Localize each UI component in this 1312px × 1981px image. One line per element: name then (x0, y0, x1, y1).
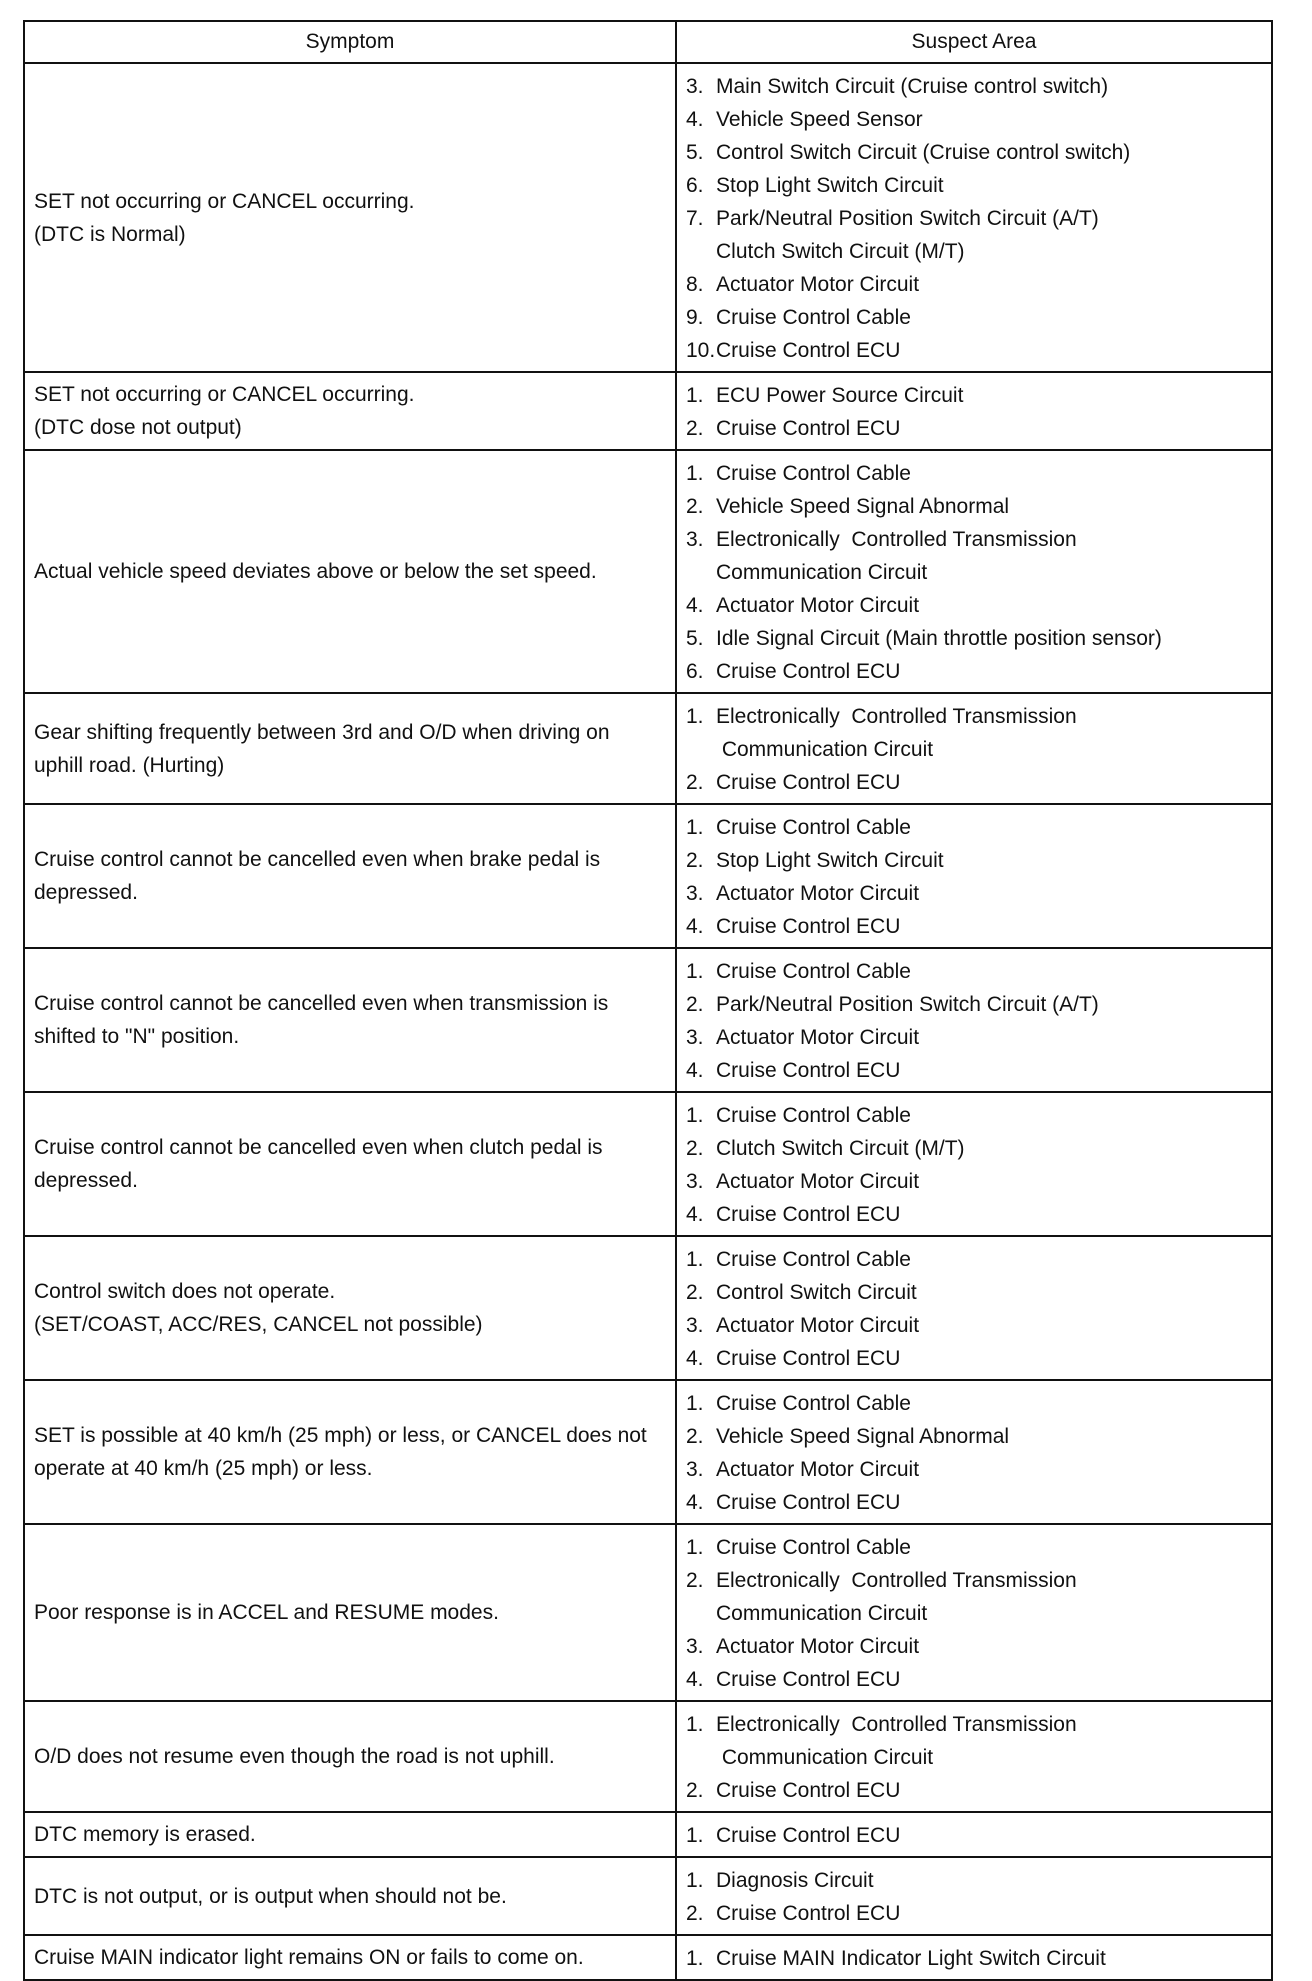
item-number: 3. (686, 1635, 704, 1658)
table-row (24, 1380, 1272, 1524)
list-item (686, 1531, 1262, 1564)
item-number: 1. (686, 1536, 704, 1559)
item-number: 1. (686, 705, 704, 728)
item-text: Cruise Control Cable (716, 1248, 911, 1271)
list-item (686, 1276, 1262, 1309)
list-item (686, 1564, 1262, 1630)
item-number: 2. (686, 1137, 704, 1160)
symptom-text: SET is possible at 40 km/h (25 mph) or less, or CANCEL does not (34, 1424, 647, 1447)
item-text-continued: Communication Circuit (716, 738, 934, 761)
symptom-cell (24, 1701, 676, 1812)
item-text: Vehicle Speed Signal Abnormal (716, 495, 1010, 518)
item-text: Actuator Motor Circuit (716, 1026, 920, 1049)
symptom-text: (SET/COAST, ACC/RES, CANCEL not possible) (34, 1313, 483, 1336)
item-number: 4. (686, 1668, 704, 1691)
item-text-continued: Communication Circuit (716, 1602, 928, 1625)
item-number: 1. (686, 816, 704, 839)
symptom-cell (24, 693, 676, 804)
item-number: 2. (686, 771, 704, 794)
item-number: 5. (686, 627, 704, 650)
item-number: 1. (686, 1869, 704, 1892)
item-text: ECU Power Source Circuit (716, 384, 964, 407)
list-item (686, 1342, 1262, 1375)
item-number: 4. (686, 1059, 704, 1082)
list-item (686, 1708, 1262, 1774)
item-text: Cruise Control Cable (716, 816, 911, 839)
list-item (686, 1630, 1262, 1663)
list-item (686, 1774, 1262, 1807)
table-row (24, 1857, 1272, 1935)
symptom-cell (24, 1857, 676, 1935)
item-number: 2. (686, 993, 704, 1016)
list-item (686, 301, 1262, 334)
item-text: Cruise Control ECU (716, 771, 901, 794)
table-row (24, 1701, 1272, 1812)
symptom-text: Cruise control cannot be cancelled even when transmission is (34, 992, 609, 1015)
item-number: 3. (686, 1314, 704, 1337)
item-text-continued: Communication Circuit (716, 561, 928, 584)
list-item (686, 1099, 1262, 1132)
symptom-cell (24, 804, 676, 948)
symptom-cell (24, 1935, 676, 1980)
symptom-text: Actual vehicle speed deviates above or below the set speed. (34, 560, 597, 583)
list-item (686, 589, 1262, 622)
item-number: 6. (686, 660, 704, 683)
list-item (686, 490, 1262, 523)
symptom-text: Poor response is in ACCEL and RESUME modes. (34, 1601, 499, 1624)
item-number: 3. (686, 1026, 704, 1049)
table-row (24, 63, 1272, 372)
list-item (686, 955, 1262, 988)
list-item (686, 1309, 1262, 1342)
item-number: 2. (686, 849, 704, 872)
item-number: 1. (686, 384, 704, 407)
list-item (686, 877, 1262, 910)
list-item (686, 766, 1262, 799)
item-text: Cruise Control ECU (716, 1491, 901, 1514)
header-row (24, 21, 1272, 63)
list-item (686, 136, 1262, 169)
item-text: Vehicle Speed Sensor (716, 108, 923, 131)
symptom-cell (24, 450, 676, 693)
item-number: 1. (686, 1248, 704, 1271)
item-number: 2. (686, 1569, 704, 1592)
list-item (686, 910, 1262, 943)
item-number: 4. (686, 1491, 704, 1514)
item-text: Cruise Control ECU (716, 1668, 901, 1691)
list-item (686, 1819, 1262, 1852)
list-item (686, 1420, 1262, 1453)
list-item (686, 844, 1262, 877)
item-text: Cruise MAIN Indicator Light Switch Circuit (716, 1947, 1106, 1970)
list-item (686, 988, 1262, 1021)
item-text: Cruise Control Cable (716, 1536, 911, 1559)
list-item (686, 1864, 1262, 1897)
item-text: Cruise Control ECU (716, 660, 901, 683)
table-row (24, 1524, 1272, 1701)
table-row (24, 804, 1272, 948)
item-text: Cruise Control Cable (716, 960, 911, 983)
list-item (686, 523, 1262, 589)
item-number: 4. (686, 1203, 704, 1226)
item-number: 1. (686, 1104, 704, 1127)
list-item (686, 811, 1262, 844)
item-text: Actuator Motor Circuit (716, 273, 920, 296)
item-text: Stop Light Switch Circuit (716, 849, 944, 872)
symptom-header: Symptom (24, 21, 676, 63)
item-number: 2. (686, 1425, 704, 1448)
list-item (686, 1486, 1262, 1519)
symptom-text: SET not occurring or CANCEL occurring. (34, 189, 415, 213)
item-number: 5. (686, 141, 704, 164)
item-text: Cruise Control ECU (716, 339, 901, 362)
table-row (24, 1092, 1272, 1236)
item-number: 3. (686, 882, 704, 905)
list-item (686, 268, 1262, 301)
item-number: 10. (686, 339, 716, 362)
list-item (686, 1387, 1262, 1420)
list-item (686, 1165, 1262, 1198)
table-row (24, 693, 1272, 804)
item-text: Park/Neutral Position Switch Circuit (A/T) (716, 993, 1099, 1016)
item-text-continued: Communication Circuit (716, 1746, 934, 1769)
symptom-cell (24, 1092, 676, 1236)
symptom-text: shifted to "N" position. (34, 1025, 240, 1048)
list-item (686, 379, 1262, 412)
item-text: Cruise Control ECU (716, 417, 901, 440)
suspect-area-cell (676, 1380, 1272, 1524)
item-text: Cruise Control Cable (716, 1104, 911, 1127)
symptom-text: Cruise control cannot be cancelled even when clutch pedal is (34, 1136, 603, 1159)
list-item (686, 1021, 1262, 1054)
list-item (686, 169, 1262, 202)
item-text: Electronically Controlled Transmission (716, 1569, 1077, 1592)
item-text: Cruise Control ECU (716, 1203, 901, 1226)
item-text-continued: Clutch Switch Circuit (M/T) (716, 240, 965, 263)
table-row (24, 1236, 1272, 1380)
symptom-cell (24, 1236, 676, 1380)
suspect-area-cell (676, 693, 1272, 804)
item-text: Clutch Switch Circuit (M/T) (716, 1137, 965, 1160)
item-text: Electronically Controlled Transmission (716, 1713, 1077, 1736)
symptom-text: (DTC dose not output) (34, 416, 242, 439)
item-text: Actuator Motor Circuit (716, 1635, 920, 1658)
symptom-text: operate at 40 km/h (25 mph) or less. (34, 1457, 373, 1480)
item-number: 1. (686, 960, 704, 983)
item-text: Cruise Control ECU (716, 1059, 901, 1082)
item-text: Cruise Control ECU (716, 915, 901, 938)
symptom-cell (24, 1812, 676, 1857)
item-text: Diagnosis Circuit (716, 1869, 874, 1892)
list-item (686, 1198, 1262, 1231)
table-row (24, 450, 1272, 693)
table-body (24, 63, 1272, 1980)
list-item (686, 412, 1262, 445)
item-text: Electronically Controlled Transmission (716, 528, 1077, 551)
item-number: 3. (686, 528, 704, 551)
symptom-text: DTC is not output, or is output when should not be. (34, 1884, 507, 1908)
item-text: Control Switch Circuit (Cruise control switch) (716, 141, 1131, 164)
symptom-cell (24, 948, 676, 1092)
item-text: Cruise Control Cable (716, 1392, 911, 1415)
suspect-area-cell (676, 1701, 1272, 1812)
symptom-cell (24, 63, 676, 372)
suspect-area-cell (676, 948, 1272, 1092)
symptom-text: (DTC is Normal) (34, 222, 186, 246)
suspect-area-cell (676, 1524, 1272, 1701)
suspect-area-cell (676, 1812, 1272, 1857)
symptom-text: Control switch does not operate. (34, 1280, 336, 1303)
suspect-area-cell (676, 450, 1272, 693)
list-item (686, 1453, 1262, 1486)
list-item (686, 1243, 1262, 1276)
item-number: 8. (686, 273, 704, 296)
symptom-text: depressed. (34, 881, 138, 904)
item-number: 2. (686, 1902, 704, 1925)
table-row (24, 1935, 1272, 1980)
table-row (24, 372, 1272, 450)
suspect-area-cell (676, 1935, 1272, 1980)
list-item (686, 655, 1262, 688)
symptom-text: DTC memory is erased. (34, 1823, 256, 1846)
item-text: Cruise Control ECU (716, 1347, 901, 1370)
table-row (24, 948, 1272, 1092)
symptom-text: SET not occurring or CANCEL occurring. (34, 383, 415, 406)
item-number: 1. (686, 1824, 704, 1847)
list-item (686, 1897, 1262, 1930)
list-item (686, 1054, 1262, 1087)
suspect-area-cell (676, 1857, 1272, 1935)
item-text: Electronically Controlled Transmission (716, 705, 1077, 728)
list-item (686, 1942, 1262, 1975)
item-number: 4. (686, 915, 704, 938)
symptom-text: Gear shifting frequently between 3rd and O/D when driving on (34, 720, 610, 744)
item-text: Actuator Motor Circuit (716, 1314, 920, 1337)
list-item (686, 1132, 1262, 1165)
item-number: 1. (686, 462, 704, 485)
item-text: Main Switch Circuit (Cruise control switch) (716, 75, 1109, 98)
suspect-area-cell (676, 372, 1272, 450)
symptom-cell (24, 372, 676, 450)
item-number: 7. (686, 207, 704, 230)
item-number: 1. (686, 1713, 704, 1736)
item-text: Cruise Control ECU (716, 1824, 901, 1847)
item-number: 4. (686, 594, 704, 617)
item-text: Actuator Motor Circuit (716, 1170, 920, 1193)
suspect-area-cell (676, 804, 1272, 948)
item-text: Actuator Motor Circuit (716, 1458, 920, 1481)
item-text: Stop Light Switch Circuit (716, 174, 944, 197)
item-text: Idle Signal Circuit (Main throttle position sensor) (716, 627, 1162, 650)
table-row (24, 1812, 1272, 1857)
list-item (686, 103, 1262, 136)
suspect-area-cell (676, 1092, 1272, 1236)
list-item (686, 700, 1262, 766)
symptom-text: Cruise control cannot be cancelled even when brake pedal is (34, 848, 601, 871)
item-text: Cruise Control ECU (716, 1902, 901, 1925)
list-item (686, 202, 1262, 268)
item-number: 1. (686, 1947, 704, 1970)
list-item (686, 622, 1262, 655)
item-number: 2. (686, 495, 704, 518)
symptom-text: Cruise MAIN indicator light remains ON or fails to come on. (34, 1946, 584, 1969)
item-number: 3. (686, 75, 704, 98)
troubleshooting-table (23, 20, 1273, 1981)
suspect-area-cell (676, 63, 1272, 372)
list-item (686, 70, 1262, 103)
item-text: Park/Neutral Position Switch Circuit (A/T) (716, 207, 1099, 230)
item-number: 2. (686, 1779, 704, 1802)
list-item (686, 1663, 1262, 1696)
item-number: 2. (686, 1281, 704, 1304)
symptom-cell (24, 1380, 676, 1524)
item-text: Vehicle Speed Signal Abnormal (716, 1425, 1010, 1448)
suspect-area-cell (676, 1236, 1272, 1380)
list-item (686, 334, 1262, 367)
symptom-cell (24, 1524, 676, 1701)
item-text: Control Switch Circuit (716, 1281, 917, 1304)
item-text: Actuator Motor Circuit (716, 882, 920, 905)
list-item (686, 457, 1262, 490)
suspect-area-header: Suspect Area (676, 21, 1272, 63)
item-text: Cruise Control Cable (716, 462, 911, 485)
item-number: 1. (686, 1392, 704, 1415)
item-number: 4. (686, 1347, 704, 1370)
item-number: 4. (686, 108, 704, 131)
item-number: 3. (686, 1170, 704, 1193)
item-number: 2. (686, 417, 704, 440)
symptom-text: depressed. (34, 1169, 138, 1192)
item-number: 6. (686, 174, 704, 197)
item-text: Actuator Motor Circuit (716, 594, 920, 617)
item-text: Cruise Control ECU (716, 1779, 901, 1802)
item-number: 9. (686, 306, 704, 329)
item-text: Cruise Control Cable (716, 306, 911, 329)
symptom-text: uphill road. (Hurting) (34, 753, 225, 777)
table-header (24, 21, 1272, 63)
item-number: 3. (686, 1458, 704, 1481)
symptom-text: O/D does not resume even though the road is not uphill. (34, 1745, 555, 1768)
